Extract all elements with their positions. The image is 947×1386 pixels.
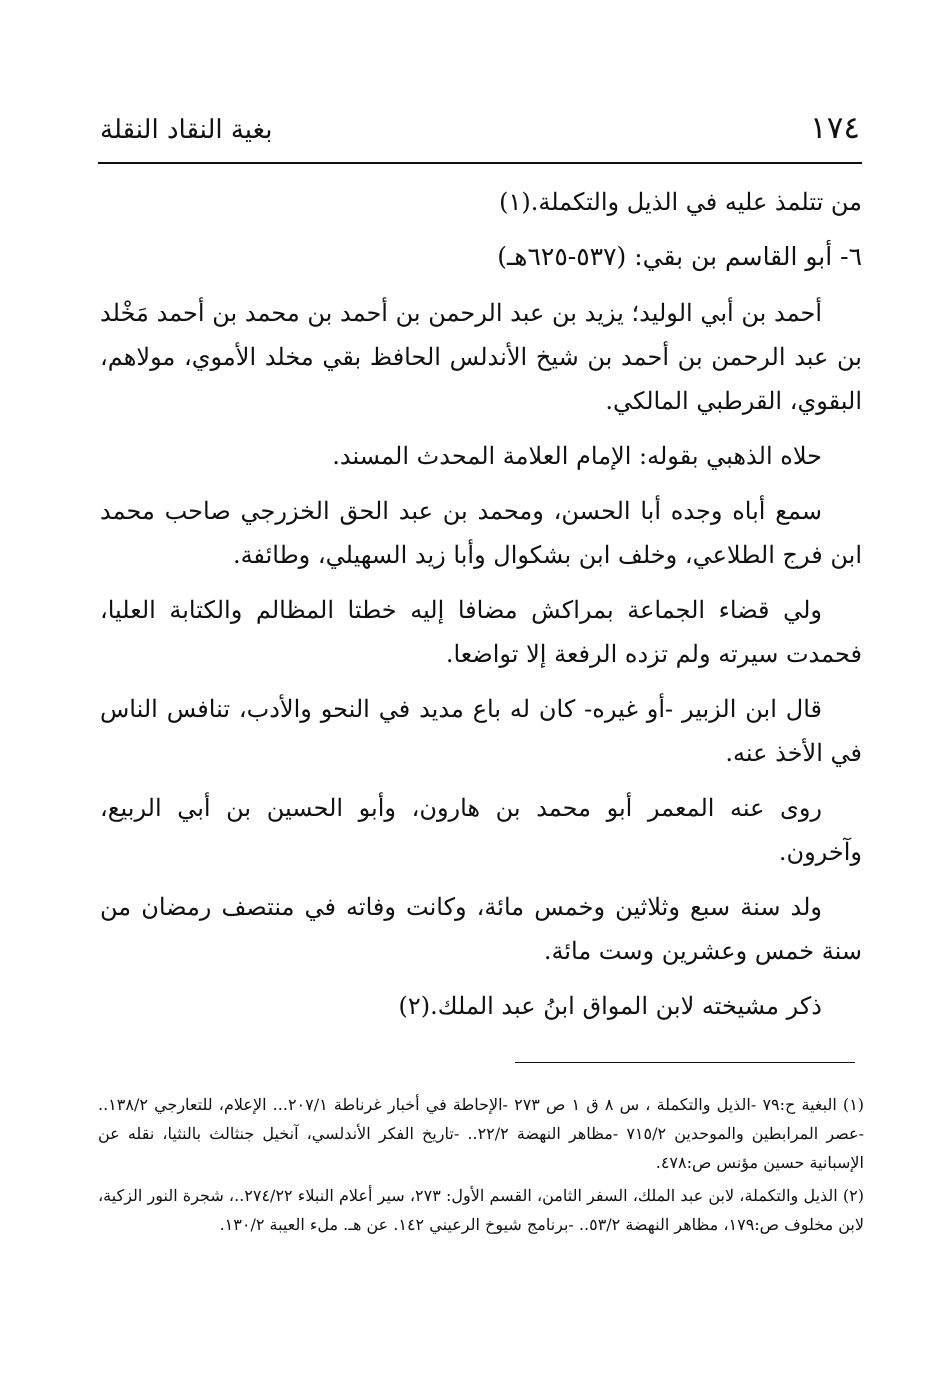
paragraph-lineage: أحمد بن أبي الوليد؛ يزيد بن عبد الرحمن بن أحمد بن محمد بن أحمد مَخْلد بن عبد الرحمن بن أحمد بن شيخ الأندلس الحافظ بقي مخلد الأموي، مولاهم، البقوي، القرطبي المالكي. [100, 299, 862, 415]
paragraph-judgeship: ولي قضاء الجماعة بمراكش مضافا إليه خطتا المظالم والكتابة العليا، فحمدت سيرته ولم تزده الرفعة إلا تواضعا. [100, 596, 862, 668]
paragraph-dates: ولد سنة سبع وثلاثين وخمس مائة، وكانت وفاته في منتصف رمضان من سنة خمس وعشرين وست مائة. [100, 893, 862, 965]
header-rule [98, 162, 862, 164]
section-heading: ٦- أبو القاسم بن بقي: (٥٣٧-٦٢٥هـ) [497, 242, 862, 271]
paragraph-intro: من تتلمذ عليه في الذيل والتكملة.(١) [499, 188, 862, 216]
running-title: بغية النقاد النقلة [100, 115, 273, 145]
body-text [100, 180, 862, 1039]
footnote-1: (١) البغية ح:٧٩ -الذيل والتكملة ، س ٨ ق ١ ص ٢٧٣ -الإحاطة في أخبار غرناطة ٢٠٧/١... الإعلام، للتعارجي ١٣٨/٢.. -عصر المرابطين والموحدين ٧١٥/٢ -مظاهر النهضة ٢٢/٢.. -تاريخ الفكر الأندلسي، آنخيل جنثالث بالنثيا، نقله عن الإسبانية حسين مؤنس ص:٤٧٨. [98, 1095, 865, 1172]
paragraph-teachers: سمع أباه وجده أبا الحسن، ومحمد بن عبد الحق الخزرجي صاحب محمد ابن فرج الطلاعي، وخلف ابن بشكوال وأبا زيد السهيلي، وطائفة. [100, 497, 862, 569]
page-number: ١٧٤ [810, 110, 860, 146]
footnote-rule [515, 1062, 855, 1063]
footnotes [98, 1090, 864, 1243]
paragraph-praise: حلاه الذهبي بقوله: الإمام العلامة المحدث المسند. [332, 442, 822, 470]
paragraph-quote: قال ابن الزبير -أو غيره- كان له باع مديد في النحو والأدب، تنافس الناس في الأخذ عنه. [100, 695, 862, 767]
paragraph-mashyakha: ذكر مشيخته لابن المواق ابنُ عبد الملك.(٢) [398, 992, 822, 1020]
paragraph-students: روى عنه المعمر أبو محمد بن هارون، وأبو الحسين بن أبي الربيع، وآخرون. [100, 794, 862, 866]
footnote-2: (٢) الذيل والتكملة، لابن عبد الملك، السفر الثامن، القسم الأول: ٢٧٣، سير أعلام النبلاء ٢٧٤/٢٢..، شجرة النور الزكية، لابن مخلوف ص:١٧٩، مظاهر النهضة ٥٣/٢.. -برنامج شيوخ الرعيني ١٤٢. عن هـ. ملء العيبة ١٣٠/٢. [98, 1186, 864, 1234]
page-header [100, 108, 860, 156]
